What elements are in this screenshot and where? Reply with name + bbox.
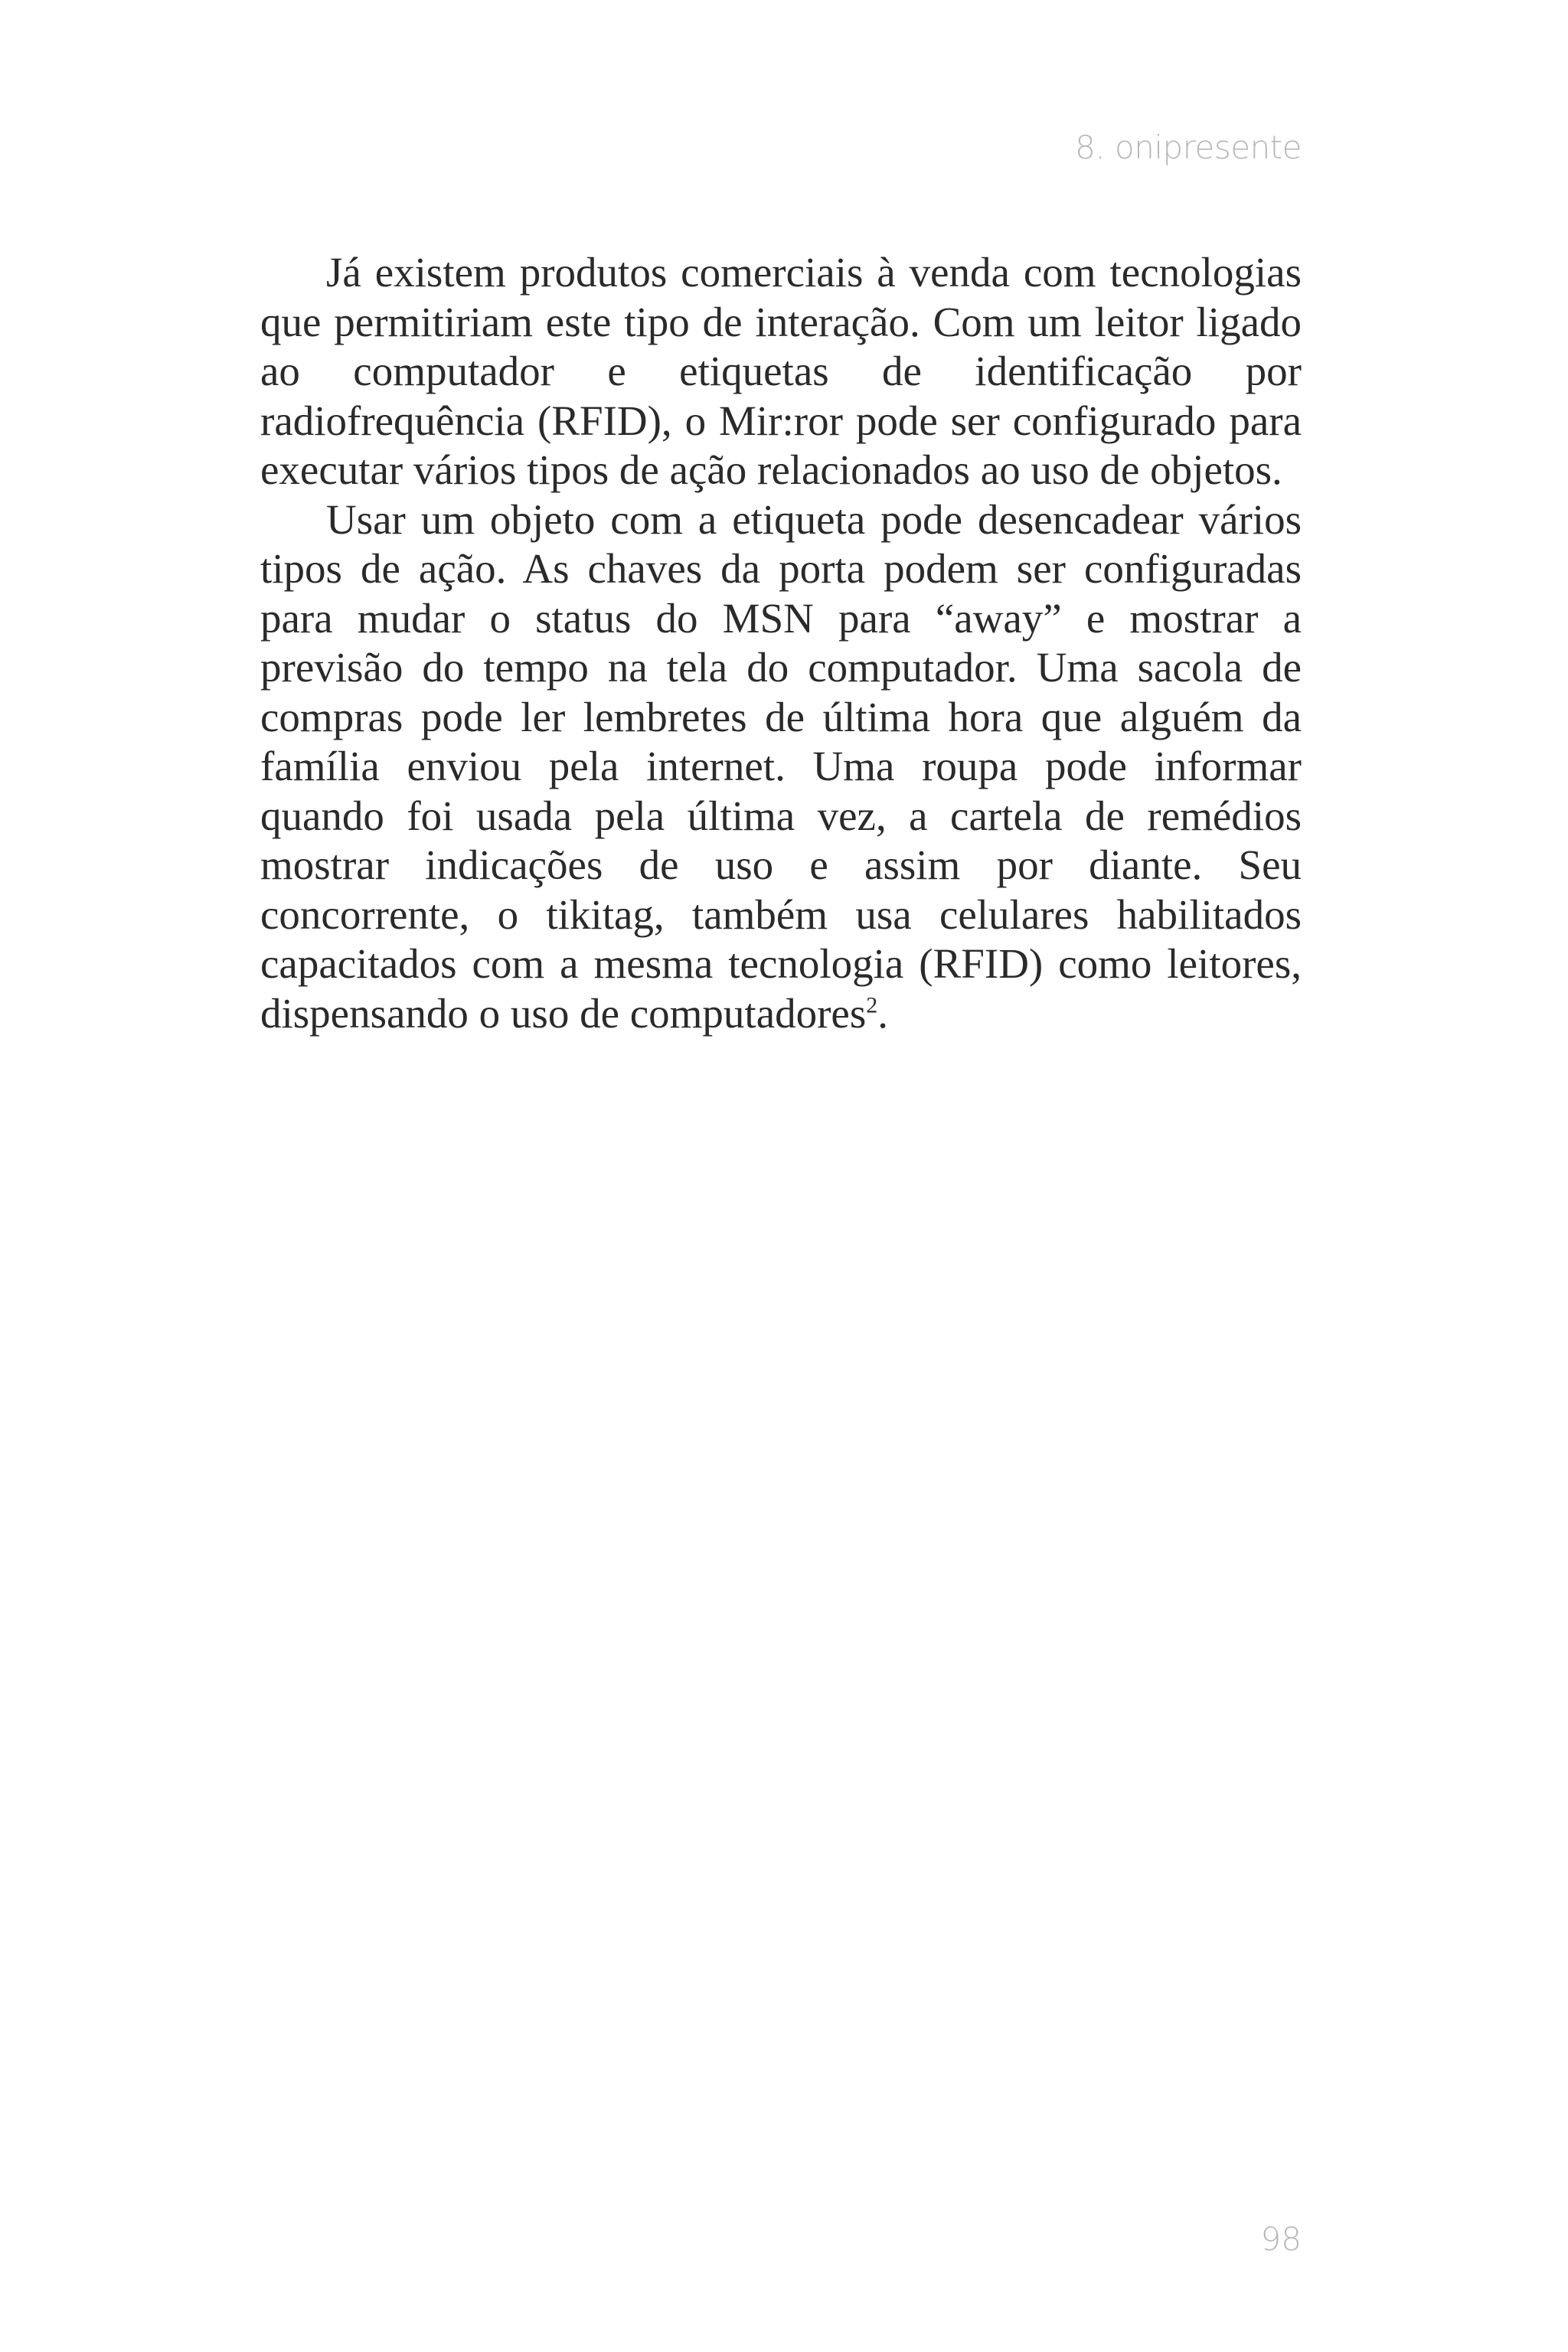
footnote-reference[interactable]: 2 [866, 992, 878, 1018]
running-head: 8. onipresente [1075, 129, 1302, 166]
paragraph-2-text: Usar um objeto com a etiqueta pode desencadear vários tipos de ação. As chaves da porta podem ser configuradas para mudar o status do MSN para “away” e mostrar a previsão do tempo na tela do computador. Uma sacola de compras pode ler lembretes de última hora que alguém da família enviou pela internet. Uma roupa pode informar quando foi usada pela última vez, a cartela de remédios mostrar indicações de uso e assim por diante. Seu concorrente, o tikitag, também usa celulares habilitados capacitados com a mesma tecnologia (RFID) como leitores, dispensando o uso de computadores [260, 495, 1302, 1037]
body-text [260, 248, 1302, 1038]
paragraph-2 [260, 495, 1302, 1039]
paragraph-1 [260, 248, 1302, 495]
page-number: 98 [1260, 2220, 1302, 2258]
paragraph-1-text: Já existem produtos comerciais à venda com tecnologias que permitiriam este tipo de interação. Com um leitor ligado ao computador e etiquetas de identificação por radiofrequência (RFID), o Mir:ror pode ser configurado para executar vários tipos de ação relacionados ao uso de objetos. [260, 249, 1302, 493]
paragraph-2-end: . [877, 989, 888, 1037]
